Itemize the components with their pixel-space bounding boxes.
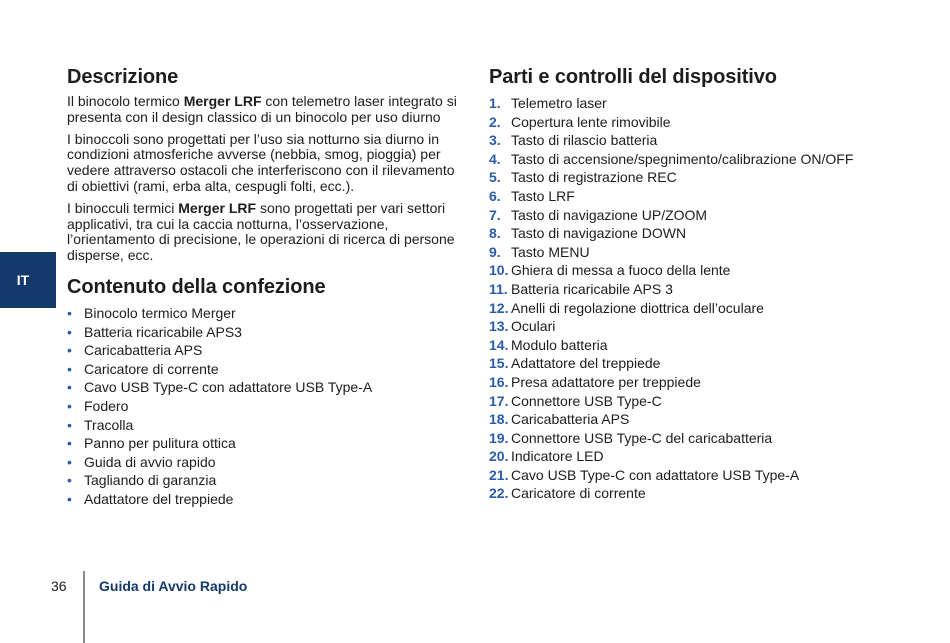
part-item [489, 317, 909, 336]
package-item-label: Tagliando di garanzia [84, 472, 217, 489]
text-run: con telemetro laser integrato si presenta con il design classico di un binocolo per uso diurno [67, 93, 457, 125]
bullet-icon: • [67, 416, 72, 433]
part-number: 7. [489, 206, 501, 223]
part-label: Telemetro laser [511, 95, 607, 111]
part-item [489, 373, 909, 392]
part-label: Adattatore del treppiede [511, 355, 661, 372]
part-item [489, 187, 909, 206]
part-item [489, 429, 909, 448]
package-item [67, 378, 465, 397]
part-label: Caricabatteria APS [511, 411, 630, 428]
part-number: 13. [489, 318, 509, 335]
product-name: Merger LRF [178, 199, 257, 216]
part-label: Batteria ricaricabile APS 3 [511, 280, 673, 297]
part-item [489, 131, 909, 150]
package-item [67, 341, 465, 360]
bullet-icon: • [67, 453, 72, 470]
package-item-label: Guida di avvio rapido [84, 453, 216, 470]
part-item [489, 354, 909, 373]
page-number: 36 [51, 578, 67, 594]
part-number: 17. [489, 392, 509, 409]
package-item [67, 471, 465, 490]
package-item-label: Cavo USB Type-C con adattatore USB Type-A [84, 379, 373, 396]
description-paragraph-3 [67, 201, 465, 264]
package-item-label: Caricabatteria APS [84, 342, 203, 359]
language-tab-label: IT [16, 272, 30, 288]
part-item [489, 447, 909, 466]
part-label: Cavo USB Type-C con adattatore USB Type-A [511, 466, 800, 483]
part-item [489, 280, 909, 299]
part-item [489, 168, 909, 187]
part-number: 22. [489, 485, 509, 502]
product-name: Merger LRF [183, 93, 262, 109]
part-item [489, 484, 909, 503]
language-tab [0, 252, 56, 308]
part-number: 10. [489, 262, 509, 279]
bullet-icon: • [67, 397, 72, 414]
part-item [489, 336, 909, 355]
part-label: Tasto di navigazione DOWN [511, 225, 687, 242]
part-item [489, 466, 909, 485]
part-number: 3. [489, 132, 501, 149]
parts-heading: Parti e controlli del dispositivo [489, 66, 777, 88]
package-item [67, 490, 465, 509]
part-number: 8. [489, 225, 501, 242]
package-item [67, 304, 465, 323]
text-run: I binocculi termici [67, 199, 179, 216]
bullet-icon: • [67, 435, 72, 452]
part-label: Anelli di regolazione diottrica dell’oculare [511, 299, 764, 316]
package-item-label: Binocolo termico Merger [84, 304, 236, 321]
part-item [489, 243, 909, 262]
part-label: Tasto di registrazione REC [511, 169, 677, 186]
package-contents-heading: Contenuto della confezione [67, 275, 326, 298]
package-item [67, 434, 465, 453]
package-item-label: Tracolla [84, 416, 134, 433]
package-item [67, 416, 465, 435]
part-number: 5. [489, 169, 501, 186]
part-number: 14. [489, 336, 509, 353]
bullet-icon: • [67, 304, 72, 321]
package-item-label: Caricatore di corrente [84, 360, 219, 377]
part-number: 9. [489, 243, 501, 260]
part-label: Connettore USB Type-C del caricabatteria [511, 429, 773, 446]
part-label: Modulo batteria [511, 336, 608, 353]
package-item-label: Fodero [84, 397, 129, 414]
footer-divider [83, 571, 85, 643]
part-item [489, 113, 909, 132]
package-item [67, 323, 465, 342]
bullet-icon: • [67, 379, 72, 396]
bullet-icon: • [67, 323, 72, 340]
part-item [489, 94, 909, 113]
part-number: 12. [489, 299, 509, 316]
part-label: Caricatore di corrente [511, 485, 646, 502]
part-number: 20. [489, 448, 509, 465]
parts-list [489, 94, 909, 503]
right-column [489, 66, 909, 503]
part-label: Oculari [511, 318, 556, 335]
part-number: 18. [489, 411, 509, 428]
part-label: Presa adattatore per treppiede [511, 373, 701, 390]
part-number: 16. [489, 373, 509, 390]
part-item [489, 224, 909, 243]
part-label: Tasto MENU [511, 243, 590, 260]
package-item [67, 397, 465, 416]
part-number: 11. [489, 280, 508, 297]
part-item [489, 150, 909, 169]
part-label: Connettore USB Type-C [511, 392, 662, 409]
part-label: Tasto di rilascio batteria [511, 132, 658, 149]
part-number: 1. [489, 95, 501, 111]
part-label: Tasto di navigazione UP/ZOOM [511, 206, 708, 223]
part-number: 15. [489, 355, 509, 372]
part-number: 4. [489, 150, 501, 167]
part-item [489, 206, 909, 225]
package-item-label: Panno per pulitura ottica [84, 435, 236, 452]
part-label: Copertura lente rimovibile [511, 113, 671, 130]
description-paragraph-2: I binoccoli sono progettati per l’uso sia notturno sia diurno in condizioni atmosferiche avverse (nebbia, smog, pioggia) per vedere attraverso ostacoli che interferiscono con il rilevamento di obiettivi (rami, erba alta, cespugli folti, ecc.). [67, 130, 455, 194]
package-item [67, 360, 465, 379]
part-label: Indicatore LED [511, 448, 604, 465]
package-contents-list [67, 304, 465, 509]
text-run: sono progettati per vari settori applicativi, tra cui la caccia notturna, l’osservazione, l’orientamento di precisione, le operazioni di ricerca di persone disperse, ecc. [67, 199, 455, 264]
footer-title: Guida di Avvio Rapido [99, 578, 248, 594]
part-label: Ghiera di messa a fuoco della lente [511, 262, 731, 279]
part-number: 19. [489, 429, 509, 446]
part-label: Tasto di accensione/spegnimento/calibrazione ON/OFF [511, 150, 854, 167]
part-item [489, 261, 909, 280]
description-paragraph-1 [67, 94, 465, 126]
part-number: 6. [489, 187, 501, 204]
part-item [489, 410, 909, 429]
part-item [489, 392, 909, 411]
package-item-label: Adattatore del treppiede [84, 490, 234, 507]
text-run: Il binocolo termico [67, 93, 184, 109]
bullet-icon: • [67, 342, 72, 359]
bullet-icon: • [67, 360, 72, 377]
description-heading: Descrizione [67, 66, 179, 88]
bullet-icon: • [67, 490, 72, 507]
part-item [489, 299, 909, 318]
package-item-label: Batteria ricaricabile APS3 [84, 323, 242, 340]
part-number: 2. [489, 113, 501, 130]
part-number: 21. [489, 466, 509, 483]
bullet-icon: • [67, 472, 72, 489]
part-label: Tasto LRF [511, 187, 575, 204]
package-item [67, 453, 465, 472]
left-column [67, 66, 465, 509]
